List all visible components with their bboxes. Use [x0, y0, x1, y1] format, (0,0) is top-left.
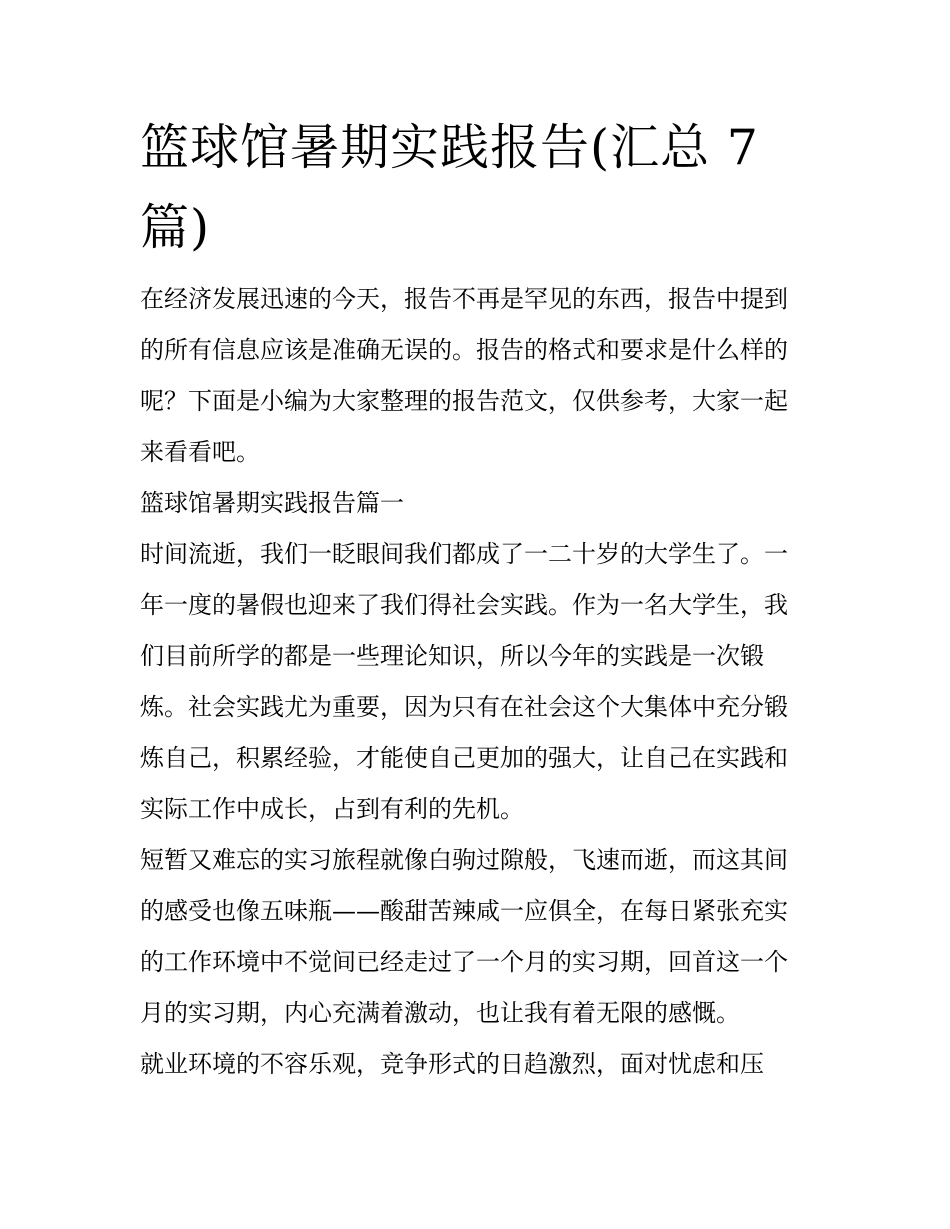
- section-heading: [140, 478, 820, 529]
- text-line: 们目前所学的都是一些理论知识，所以今年的实践是一次锻: [140, 642, 764, 670]
- intro-paragraph: [140, 274, 820, 478]
- body-paragraph: [140, 835, 820, 1039]
- text-line: 炼。社会实践尤为重要，因为只有在社会这个大集体中充分锻: [140, 693, 788, 721]
- text-line: 年一度的暑假也迎来了我们得社会实践。作为一名大学生，我: [140, 591, 788, 619]
- text-line: 的感受也像五味瓶——酸甜苦辣咸一应俱全，在每日紧张充实: [140, 897, 788, 925]
- document-body: [140, 274, 820, 1090]
- body-paragraph: [140, 529, 820, 835]
- text-line: 实际工作中成长，占到有利的先机。: [140, 795, 524, 823]
- text-line: 呢？下面是小编为大家整理的报告范文，仅供参考，大家一起: [140, 387, 788, 415]
- text-line: 来看看吧。: [140, 438, 260, 466]
- text-line: 短暂又难忘的实习旅程就像白驹过隙般，飞速而逝，而这其间: [140, 846, 788, 874]
- text-line: 月的实习期，内心充满着激动，也让我有着无限的感慨。: [140, 999, 740, 1027]
- body-paragraph: [140, 1039, 820, 1090]
- text-line: 在经济发展迅速的今天，报告不再是罕见的东西，报告中提到: [140, 285, 788, 313]
- text-line: 的工作环境中不觉间已经走过了一个月的实习期，回首这一个: [140, 948, 788, 976]
- document-title: [140, 108, 780, 268]
- title-line: 篮球馆暑期实践报告(汇总 7: [140, 119, 759, 176]
- title-line: 篇): [140, 199, 211, 256]
- section-heading-text: 篮球馆暑期实践报告篇一: [140, 489, 404, 517]
- text-line: 就业环境的不容乐观，竞争形式的日趋激烈，面对忧虑和压: [140, 1050, 764, 1078]
- text-line: 炼自己，积累经验，才能使自己更加的强大，让自己在实践和: [140, 744, 788, 772]
- text-line: 时间流逝，我们一眨眼间我们都成了一二十岁的大学生了。一: [140, 540, 788, 568]
- text-line: 的所有信息应该是准确无误的。报告的格式和要求是什么样的: [140, 336, 788, 364]
